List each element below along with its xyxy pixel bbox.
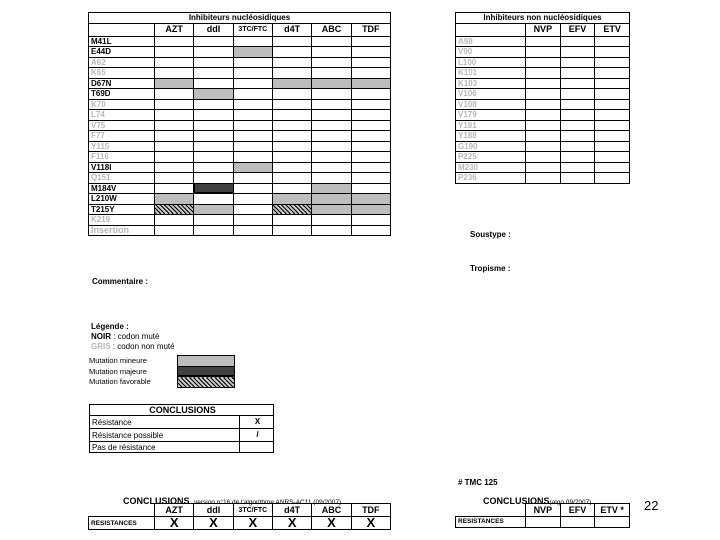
mutation-cell	[233, 173, 272, 184]
nrti-header-row	[89, 23, 391, 36]
mutation-cell	[595, 173, 630, 184]
mutation-cell	[526, 131, 561, 142]
mutation-label: V179	[456, 110, 526, 121]
nrti-table	[88, 12, 391, 236]
mutation-cell	[595, 47, 630, 58]
mutation-label: T215Y	[89, 204, 155, 215]
mutation-cell	[194, 215, 233, 226]
commentaire-label: Commentaire :	[92, 277, 149, 286]
mutation-cell	[272, 162, 311, 173]
mutation-cell	[351, 68, 390, 79]
mutation-cell	[560, 99, 595, 110]
nrti-row-v118i	[89, 162, 391, 173]
bottom-left-row-label: RESISTANCES	[89, 517, 155, 530]
mutation-cell	[312, 47, 351, 58]
mutation-label: E44D	[89, 47, 155, 58]
mutation-label: V118I	[89, 162, 155, 173]
mutation-cell	[155, 131, 194, 142]
mutation-label: Insertion	[89, 225, 155, 236]
mutation-cell	[194, 183, 233, 194]
mutation-cell	[194, 225, 233, 236]
nrti-col-abc: ABC	[312, 23, 351, 36]
mutation-cell	[560, 110, 595, 121]
mutation-cell	[526, 36, 561, 47]
nrti-col-tdf: TDF	[351, 23, 390, 36]
mutation-cell	[233, 204, 272, 215]
mutation-cell	[595, 78, 630, 89]
mutation-cell	[351, 141, 390, 152]
nnrti-col-efv: EFV	[560, 23, 595, 36]
mutation-cell	[155, 99, 194, 110]
nnrti-row-k101	[456, 68, 630, 79]
mutation-cell	[351, 120, 390, 131]
nrti-col-ddi: ddI	[194, 23, 233, 36]
mutation-cell	[351, 152, 390, 163]
mutation-cell	[351, 89, 390, 100]
nnrti-row-v108	[456, 99, 630, 110]
mutation-cell	[595, 131, 630, 142]
legend-swatch-favorable	[177, 377, 235, 388]
mutation-cell	[595, 68, 630, 79]
mutation-label: K70	[89, 99, 155, 110]
mutation-cell	[233, 68, 272, 79]
mutation-cell	[233, 141, 272, 152]
mutation-cell	[526, 152, 561, 163]
mutation-cell	[194, 68, 233, 79]
nrti-row-t69d	[89, 89, 391, 100]
mutation-cell	[272, 225, 311, 236]
mutation-cell	[595, 57, 630, 68]
mutation-cell	[272, 173, 311, 184]
botL-col-azt: AZT	[155, 504, 194, 517]
mutation-cell	[312, 141, 351, 152]
mutation-label: M41L	[89, 36, 155, 47]
mutation-cell	[560, 57, 595, 68]
nnrti-row-v106	[456, 89, 630, 100]
nnrti-row-v90	[456, 47, 630, 58]
mutation-cell	[155, 225, 194, 236]
nnrti-row-g190	[456, 141, 630, 152]
mutation-cell	[272, 99, 311, 110]
mutation-cell	[194, 141, 233, 152]
mutation-cell	[155, 89, 194, 100]
mutation-cell	[155, 194, 194, 205]
bottom-right-table	[455, 503, 630, 528]
mutation-cell	[526, 99, 561, 110]
mutation-cell	[233, 120, 272, 131]
bottom-left-title: CONCLUSIONS	[123, 496, 190, 506]
mutation-cell	[312, 68, 351, 79]
legend-gris-text: : codon non muté	[110, 342, 175, 351]
nrti-row-k219	[89, 215, 391, 226]
mutation-cell	[155, 141, 194, 152]
mutation-label: V108	[456, 99, 526, 110]
nnrti-row-a98	[456, 36, 630, 47]
mutation-cell	[312, 120, 351, 131]
mutation-cell	[351, 162, 390, 173]
botL-value: X	[194, 517, 233, 530]
mutation-cell	[272, 36, 311, 47]
mutation-cell	[526, 68, 561, 79]
mutation-cell	[526, 110, 561, 121]
mutation-label: G190	[456, 141, 526, 152]
mutation-cell	[560, 173, 595, 184]
mutation-cell	[272, 68, 311, 79]
botR-value	[560, 517, 595, 528]
botR-value	[595, 517, 630, 528]
mutation-cell	[595, 120, 630, 131]
legend-table	[89, 355, 235, 388]
mutation-cell	[560, 36, 595, 47]
mutation-cell	[194, 152, 233, 163]
mutation-label: V90	[456, 47, 526, 58]
botL-value: X	[233, 517, 272, 530]
mutation-cell	[312, 89, 351, 100]
mutation-cell	[155, 78, 194, 89]
mutation-cell	[194, 57, 233, 68]
nrti-col-3tc-ftc: 3TC/FTC	[233, 23, 272, 36]
nnrti-table	[455, 12, 630, 184]
mutation-cell	[155, 68, 194, 79]
mutation-cell	[595, 162, 630, 173]
botL-value: X	[155, 517, 194, 530]
botL-value: X	[351, 517, 390, 530]
mutation-cell	[194, 162, 233, 173]
tropisme-label: Tropisme :	[470, 264, 511, 273]
nrti-row-d67n	[89, 78, 391, 89]
mutation-cell	[595, 110, 630, 121]
mutation-cell	[194, 36, 233, 47]
nrti-row-t215y	[89, 204, 391, 215]
mutation-cell	[526, 89, 561, 100]
botR-col-efv: EFV	[560, 504, 595, 517]
mutation-cell	[312, 225, 351, 236]
mutation-cell	[233, 47, 272, 58]
mutation-label: Q151	[89, 173, 155, 184]
mutation-cell	[155, 162, 194, 173]
nnrti-col-nvp: NVP	[526, 23, 561, 36]
mutation-cell	[194, 78, 233, 89]
mutation-cell	[351, 36, 390, 47]
mutation-label: K101	[456, 68, 526, 79]
mutation-label: L100	[456, 57, 526, 68]
mutation-label: Y181	[456, 120, 526, 131]
legend-item-major: Mutation majeure	[89, 366, 147, 376]
mutation-cell	[155, 215, 194, 226]
mutation-cell	[560, 162, 595, 173]
nrti-row-l74	[89, 110, 391, 121]
legend-noir-text: : codon muté	[111, 332, 160, 341]
nnrti-row-v179	[456, 110, 630, 121]
mutation-cell	[233, 131, 272, 142]
mutation-cell	[272, 89, 311, 100]
mutation-label: T69D	[89, 89, 155, 100]
mutation-cell	[272, 110, 311, 121]
mutation-cell	[233, 36, 272, 47]
mutation-cell	[312, 173, 351, 184]
mutation-cell	[155, 152, 194, 163]
mutation-label: K65	[89, 68, 155, 79]
mutation-cell	[351, 47, 390, 58]
mutation-cell	[233, 183, 272, 194]
nrti-col-d4t: d4T	[272, 23, 311, 36]
legend-item-minor: Mutation mineure	[89, 356, 147, 366]
mutation-cell	[351, 183, 390, 194]
mutation-label: Y115	[89, 141, 155, 152]
mutation-cell	[560, 152, 595, 163]
legend-noir-key: NOIR	[91, 332, 111, 341]
botR-value	[526, 517, 561, 528]
mutation-cell	[526, 120, 561, 131]
nrti-col-azt: AZT	[155, 23, 194, 36]
mutation-cell	[155, 173, 194, 184]
nrti-row-e44d	[89, 47, 391, 58]
mutation-cell	[272, 204, 311, 215]
bottom-left-header-row	[89, 504, 391, 517]
mutation-label: A62	[89, 57, 155, 68]
mutation-cell	[233, 110, 272, 121]
mutation-label: L74	[89, 110, 155, 121]
mutation-label: F77	[89, 131, 155, 142]
conclusions-title: CONCLUSIONS	[90, 405, 274, 416]
botL-col-tdf: TDF	[351, 504, 390, 517]
mutation-label: V75	[89, 120, 155, 131]
mutation-cell	[312, 78, 351, 89]
nrti-row-f116	[89, 152, 391, 163]
bottom-left-version: version n°16 de l'algorithme ANRS-AC11 (09/2007)	[193, 499, 342, 506]
mutation-cell	[155, 47, 194, 58]
botL-value: X	[272, 517, 311, 530]
mutation-cell	[312, 183, 351, 194]
nnrti-row-m230	[456, 162, 630, 173]
mutation-cell	[351, 99, 390, 110]
conclusions-table	[89, 404, 274, 453]
mutation-cell	[155, 110, 194, 121]
mutation-cell	[194, 204, 233, 215]
legend-item-favorable: Mutation favorable	[89, 377, 151, 387]
bottom-left-value-row	[89, 517, 391, 530]
mutation-cell	[155, 204, 194, 215]
mutation-cell	[312, 194, 351, 205]
mutation-cell	[272, 141, 311, 152]
mutation-cell	[526, 78, 561, 89]
nnrti-row-l100	[456, 57, 630, 68]
mutation-cell	[560, 78, 595, 89]
mutation-cell	[312, 152, 351, 163]
mutation-cell	[272, 215, 311, 226]
mutation-cell	[272, 57, 311, 68]
mutation-cell	[233, 152, 272, 163]
mutation-cell	[351, 215, 390, 226]
mutation-cell	[272, 194, 311, 205]
mutation-cell	[233, 57, 272, 68]
mutation-cell	[351, 57, 390, 68]
tmc-label: # TMC 125	[458, 478, 498, 487]
nrti-row-l210w	[89, 194, 391, 205]
botR-col-etv: ETV *	[595, 504, 630, 517]
mutation-cell	[312, 162, 351, 173]
mutation-label: P225	[456, 152, 526, 163]
mutation-cell	[155, 120, 194, 131]
botL-value: X	[312, 517, 351, 530]
legend-title: Légende :	[91, 322, 129, 331]
mutation-cell	[595, 152, 630, 163]
mutation-label: M184V	[89, 183, 155, 194]
mutation-cell	[272, 152, 311, 163]
nnrti-row-p225	[456, 152, 630, 163]
botL-col-abc: ABC	[312, 504, 351, 517]
mutation-cell	[560, 131, 595, 142]
mutation-cell	[194, 47, 233, 58]
mutation-cell	[155, 183, 194, 194]
mutation-label: Y188	[456, 131, 526, 142]
mutation-label: V106	[456, 89, 526, 100]
mutation-cell	[351, 225, 390, 236]
mutation-cell	[560, 141, 595, 152]
mutation-cell	[233, 162, 272, 173]
legend-gris-key: GRIS	[91, 342, 111, 351]
botL-col-ddi: ddI	[194, 504, 233, 517]
mutation-cell	[351, 204, 390, 215]
mutation-label: K103	[456, 78, 526, 89]
mutation-cell	[595, 141, 630, 152]
legend-swatch-major	[177, 366, 235, 377]
mutation-cell	[272, 131, 311, 142]
conclusion-possible: Résistance possible	[90, 429, 240, 442]
mutation-cell	[272, 47, 311, 58]
mutation-cell	[595, 89, 630, 100]
nrti-title: Inhibiteurs nucléosidiques	[89, 13, 391, 24]
conclusion-resistance-mark: X	[240, 416, 274, 429]
mutation-cell	[312, 57, 351, 68]
mutation-cell	[312, 131, 351, 142]
mutation-cell	[194, 120, 233, 131]
mutation-cell	[526, 162, 561, 173]
mutation-cell	[526, 47, 561, 58]
bottom-right-title: CONCLUSIONS	[483, 496, 550, 506]
mutation-cell	[526, 141, 561, 152]
mutation-label: K219	[89, 215, 155, 226]
nnrti-row-k103	[456, 78, 630, 89]
conclusion-possible-mark: /	[240, 429, 274, 442]
mutation-cell	[312, 204, 351, 215]
nnrti-title: Inhibiteurs non nucléosidiques	[456, 13, 630, 24]
mutation-cell	[194, 173, 233, 184]
nrti-row-insertion	[89, 225, 391, 236]
conclusion-resistance: Résistance	[90, 416, 240, 429]
mutation-cell	[526, 57, 561, 68]
botR-col-nvp: NVP	[526, 504, 561, 517]
mutation-cell	[351, 173, 390, 184]
mutation-cell	[233, 215, 272, 226]
mutation-cell	[233, 78, 272, 89]
mutation-label: D67N	[89, 78, 155, 89]
mutation-label: A98	[456, 36, 526, 47]
mutation-cell	[312, 99, 351, 110]
bottom-right-version: (algo 09/2007)	[549, 499, 592, 506]
mutation-cell	[194, 89, 233, 100]
mutation-cell	[272, 120, 311, 131]
mutation-cell	[155, 57, 194, 68]
mutation-cell	[194, 99, 233, 110]
mutation-label: F116	[89, 152, 155, 163]
mutation-cell	[155, 36, 194, 47]
nnrti-row-p236	[456, 173, 630, 184]
soustype-label: Soustype :	[470, 230, 511, 239]
mutation-cell	[351, 194, 390, 205]
legend	[91, 322, 175, 352]
nrti-row-m184v	[89, 183, 391, 194]
mutation-cell	[312, 110, 351, 121]
page-number: 22	[644, 498, 659, 513]
mutation-cell	[351, 110, 390, 121]
botL-col-3tc-ftc: 3TC/FTC	[233, 504, 272, 517]
mutation-cell	[560, 120, 595, 131]
mutation-cell	[560, 89, 595, 100]
nrti-row-a62	[89, 57, 391, 68]
mutation-cell	[526, 173, 561, 184]
mutation-cell	[595, 99, 630, 110]
nrti-row-k65	[89, 68, 391, 79]
bottom-right-row-label: RESISTANCES	[456, 517, 526, 528]
mutation-label: L210W	[89, 194, 155, 205]
conclusion-none-mark	[240, 442, 274, 453]
mutation-cell	[233, 89, 272, 100]
nrti-row-m41l	[89, 36, 391, 47]
legend-swatch-minor	[177, 356, 235, 367]
nnrti-row-y188	[456, 131, 630, 142]
nnrti-col-etv: ETV	[595, 23, 630, 36]
bottom-left-table	[88, 503, 391, 530]
mutation-cell	[595, 36, 630, 47]
mutation-cell	[351, 78, 390, 89]
botL-col-d4t: d4T	[272, 504, 311, 517]
mutation-cell	[312, 36, 351, 47]
mutation-cell	[560, 68, 595, 79]
mutation-cell	[560, 47, 595, 58]
mutation-label: M230	[456, 162, 526, 173]
bottom-right-header-row	[456, 504, 630, 517]
mutation-cell	[194, 131, 233, 142]
nrti-row-k70	[89, 99, 391, 110]
mutation-cell	[272, 183, 311, 194]
mutation-label: P236	[456, 173, 526, 184]
mutation-cell	[233, 194, 272, 205]
nrti-row-f77	[89, 131, 391, 142]
conclusion-none: Pas de résistance	[90, 442, 240, 453]
mutation-cell	[351, 131, 390, 142]
nnrti-header-row	[456, 23, 630, 36]
nrti-row-y115	[89, 141, 391, 152]
nrti-row-v75	[89, 120, 391, 131]
mutation-cell	[194, 194, 233, 205]
mutation-cell	[272, 78, 311, 89]
nnrti-row-y181	[456, 120, 630, 131]
bottom-right-value-row	[456, 517, 630, 528]
mutation-cell	[233, 99, 272, 110]
mutation-cell	[233, 225, 272, 236]
mutation-cell	[194, 110, 233, 121]
nrti-row-q151	[89, 173, 391, 184]
mutation-cell	[312, 215, 351, 226]
